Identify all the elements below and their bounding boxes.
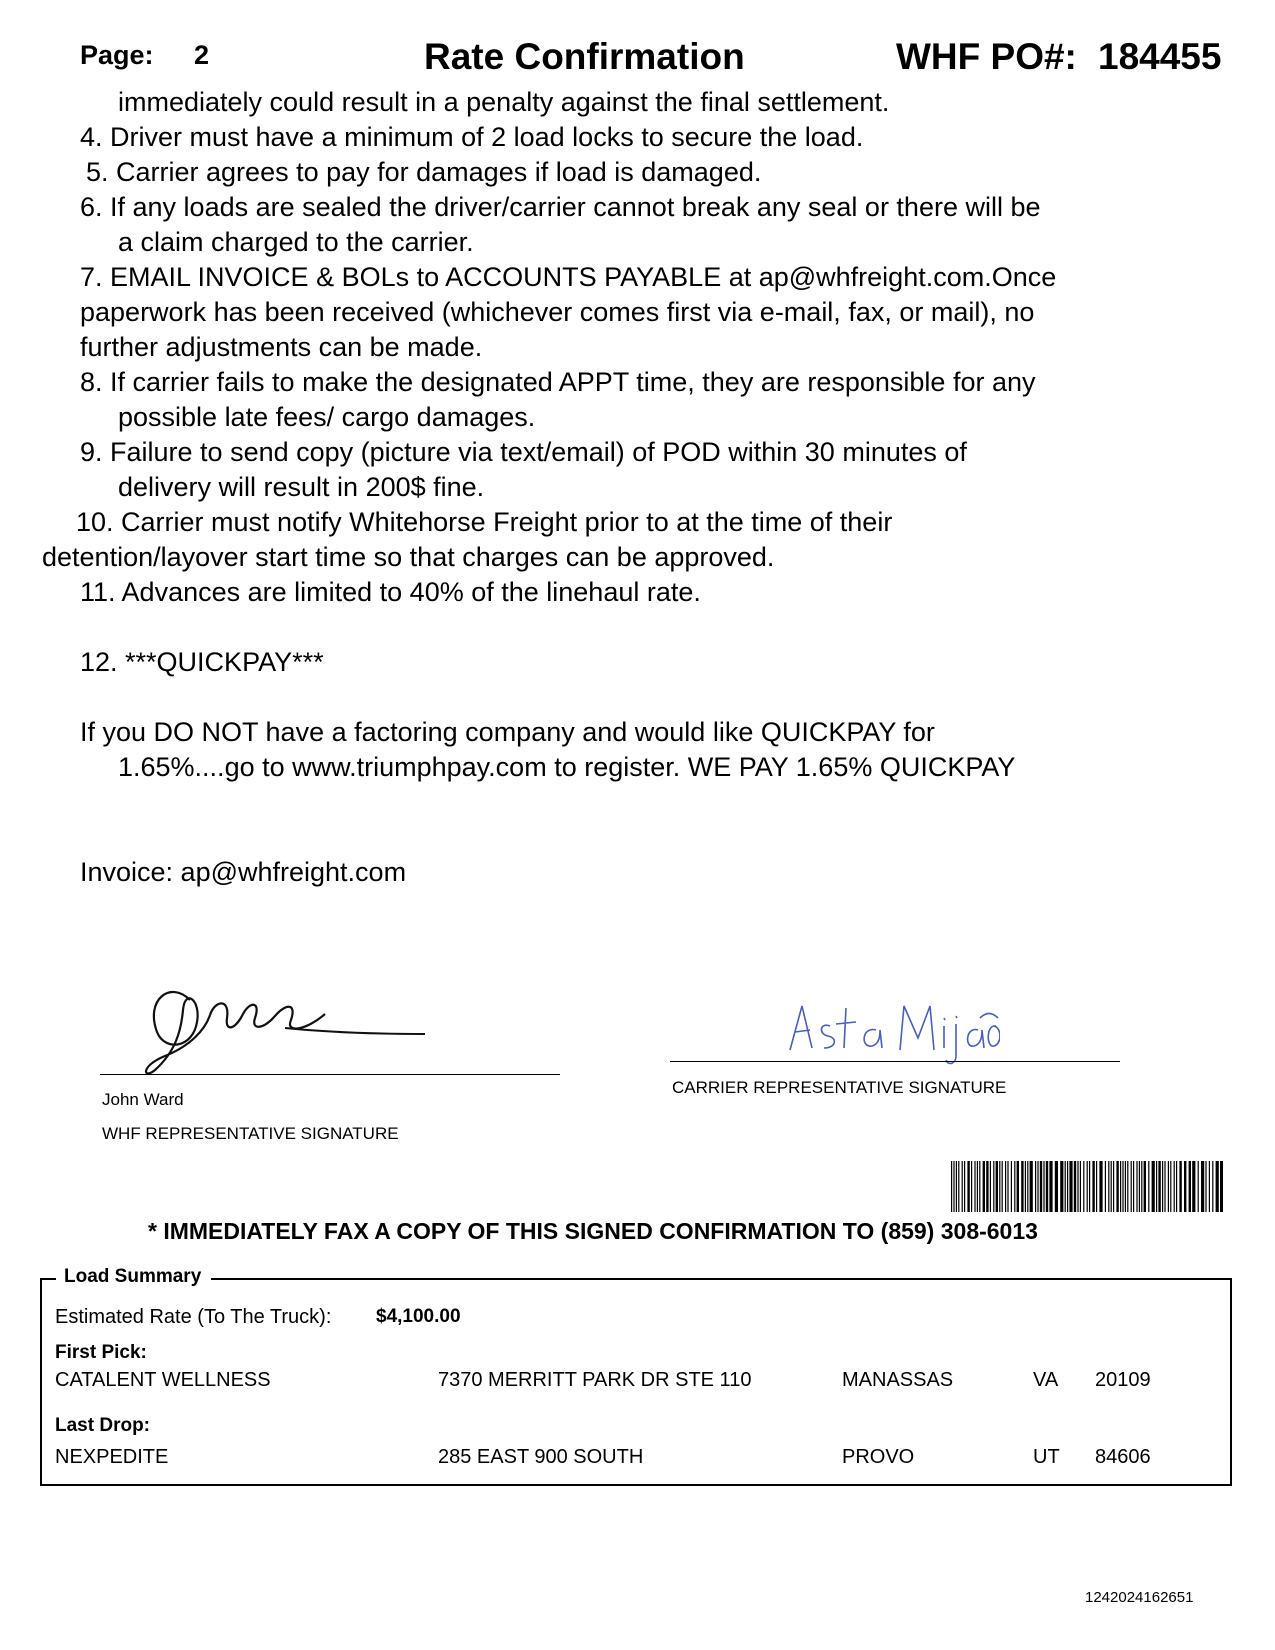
term-line: possible late fees/ cargo damages. — [118, 402, 536, 432]
barcode-bar — [1060, 1161, 1063, 1212]
term-line: 6. If any loads are sealed the driver/carrier cannot break any seal or there will be — [80, 192, 1041, 222]
barcode-bar — [1205, 1161, 1206, 1212]
barcode-bar — [974, 1161, 975, 1212]
quickpay-heading: 12. ***QUICKPAY*** — [80, 647, 324, 677]
term-line: 10. Carrier must notify Whitehorse Freight prior to at the time of their — [76, 507, 893, 537]
fax-notice: * IMMEDIATELY FAX A COPY OF THIS SIGNED CONFIRMATION TO (859) 308-6013 — [148, 1218, 1038, 1244]
barcode-bar — [1055, 1161, 1058, 1212]
barcode-bar — [983, 1161, 985, 1212]
last-drop-address: 285 EAST 900 SOUTH — [438, 1446, 644, 1468]
barcode-bar — [996, 1161, 998, 1212]
barcode-bar — [990, 1161, 991, 1212]
barcode-bar — [1087, 1161, 1088, 1212]
page-label: Page: — [80, 40, 154, 70]
term-line: 11. Advances are limited to 40% of the linehaul rate. — [80, 577, 701, 607]
barcode-bar — [1040, 1161, 1042, 1212]
carrier-signature-line — [670, 1061, 1120, 1062]
barcode-bar — [1049, 1161, 1052, 1212]
barcode-bar — [1025, 1161, 1026, 1212]
whf-signature-label: WHF REPRESENTATIVE SIGNATURE — [102, 1124, 399, 1143]
barcode-bar — [1133, 1161, 1134, 1212]
first-pick-state: VA — [1033, 1369, 1059, 1391]
barcode-bar — [951, 1161, 952, 1212]
barcode-bar — [1105, 1161, 1106, 1212]
barcode-bar — [1168, 1161, 1169, 1212]
barcode-bar — [1122, 1161, 1123, 1212]
barcode-bar — [1007, 1161, 1008, 1212]
barcode-bar — [1030, 1161, 1033, 1212]
barcode-bar — [1096, 1161, 1097, 1212]
carrier-signature-image — [780, 990, 1000, 1070]
barcode-bar — [1074, 1161, 1076, 1212]
term-line: immediately could result in a penalty against the final settlement. — [118, 87, 890, 117]
barcode-bar — [967, 1161, 969, 1212]
term-line: paperwork has been received (whichever comes first via e-mail, fax, or mail), no — [80, 297, 1035, 327]
document-id: 1242024162651 — [1085, 1589, 1194, 1606]
barcode-bar — [1176, 1161, 1177, 1212]
term-line: 8. If carrier fails to make the designated APPT time, they are responsible for any — [80, 367, 1036, 397]
barcode-bar — [1069, 1161, 1072, 1212]
barcode-bar — [1144, 1161, 1146, 1212]
term-line: 4. Driver must have a minimum of 2 load locks to secure the load. — [80, 122, 864, 152]
barcode-bar — [1198, 1161, 1199, 1212]
barcode-bar — [1164, 1161, 1165, 1212]
estimated-rate-value: $4,100.00 — [376, 1306, 461, 1327]
first-pick-name: CATALENT WELLNESS — [55, 1369, 271, 1391]
po-number: 184455 — [1098, 36, 1222, 77]
barcode-bar — [1141, 1161, 1142, 1212]
barcode-bar — [1113, 1161, 1114, 1212]
term-line: a claim charged to the carrier. — [118, 227, 474, 257]
last-drop-name: NEXPEDITE — [55, 1446, 169, 1468]
barcode-bar — [1192, 1161, 1195, 1212]
barcode-bar — [1067, 1161, 1068, 1212]
barcode-bar — [1037, 1161, 1038, 1212]
barcode-bar — [1108, 1161, 1109, 1212]
barcode-bar — [1043, 1161, 1044, 1212]
barcode-bar — [977, 1161, 978, 1212]
barcode-bar — [1158, 1161, 1160, 1212]
first-pick-address: 7370 MERRITT PARK DR STE 110 — [438, 1369, 752, 1391]
barcode-bar — [1005, 1161, 1006, 1212]
barcode-bar — [956, 1161, 957, 1212]
term-line: further adjustments can be made. — [80, 332, 483, 362]
barcode-bar — [1139, 1161, 1140, 1212]
barcode-bar — [1111, 1161, 1112, 1212]
first-pick-label: First Pick: — [55, 1342, 147, 1363]
barcode-bar — [1017, 1161, 1019, 1212]
po-label: WHF PO#: — [896, 36, 1077, 77]
barcode-bar — [1035, 1161, 1036, 1212]
barcode-bar — [1089, 1161, 1090, 1212]
barcode-bar — [958, 1161, 959, 1212]
barcode-bar — [986, 1161, 988, 1212]
barcode-bar — [1021, 1161, 1023, 1212]
barcode-bar — [1083, 1161, 1084, 1212]
barcode-bar — [1201, 1161, 1204, 1212]
term-line: detention/layover start time so that charges can be approved. — [42, 542, 775, 572]
barcode-bar — [1002, 1161, 1003, 1212]
barcode-bar — [1170, 1161, 1171, 1212]
barcode-bar — [1092, 1161, 1094, 1212]
barcode-bar — [1116, 1161, 1118, 1212]
barcode-bar — [1162, 1161, 1163, 1212]
barcode-bar — [1027, 1161, 1028, 1212]
invoice-email: Invoice: ap@whfreight.com — [80, 857, 407, 887]
barcode-bar — [1156, 1161, 1157, 1212]
barcode-bar — [962, 1161, 963, 1212]
barcode-bar — [1120, 1161, 1121, 1212]
page-title: Rate Confirmation — [424, 36, 745, 77]
barcode-bar — [1152, 1161, 1155, 1212]
quickpay-text: 1.65%....go to www.triumphpay.com to register. WE PAY 1.65% QUICKPAY — [118, 752, 1016, 782]
barcode-bar — [971, 1161, 972, 1212]
load-summary-legend: Load Summary — [56, 1266, 211, 1288]
whf-signature-line — [100, 1074, 560, 1075]
barcode-bar — [1099, 1161, 1102, 1212]
barcode-bar — [1212, 1161, 1213, 1212]
last-drop-label: Last Drop: — [55, 1415, 150, 1436]
barcode-bar — [1179, 1161, 1181, 1212]
whf-signature-image — [135, 970, 435, 1080]
barcode-bar — [1220, 1161, 1223, 1212]
whf-representative-name: John Ward — [102, 1090, 184, 1109]
barcode-bar — [1065, 1161, 1066, 1212]
barcode-bar — [1209, 1161, 1210, 1212]
term-line: 9. Failure to send copy (picture via text/email) of POD within 30 minutes of — [80, 437, 967, 467]
barcode-bar — [964, 1161, 965, 1212]
barcode-bar — [1131, 1161, 1132, 1212]
term-line: 7. EMAIL INVOICE & BOLs to ACCOUNTS PAYABLE at ap@whfreight.com.Once — [80, 262, 1057, 292]
first-pick-city: MANASSAS — [842, 1369, 954, 1391]
carrier-signature-label: CARRIER REPRESENTATIVE SIGNATURE — [672, 1078, 1007, 1097]
barcode-bar — [1148, 1161, 1149, 1212]
barcode-bar — [1046, 1161, 1048, 1212]
barcode-bar — [1011, 1161, 1012, 1212]
barcode-bar — [1136, 1161, 1137, 1212]
last-drop-city: PROVO — [842, 1446, 915, 1468]
page-number: 2 — [194, 40, 210, 70]
barcode-image — [951, 1161, 1223, 1212]
barcode-bar — [1184, 1161, 1186, 1212]
term-line: delivery will result in 200$ fine. — [118, 472, 485, 502]
last-drop-state: UT — [1033, 1446, 1060, 1468]
barcode-bar — [1125, 1161, 1126, 1212]
barcode-bar — [1077, 1161, 1078, 1212]
barcode-bar — [1189, 1161, 1191, 1212]
last-drop-zip: 84606 — [1095, 1446, 1151, 1468]
first-pick-zip: 20109 — [1095, 1369, 1151, 1391]
estimated-rate-label: Estimated Rate (To The Truck): — [55, 1306, 332, 1328]
barcode-bar — [979, 1161, 980, 1212]
barcode-bar — [1216, 1161, 1219, 1212]
barcode-bar — [1127, 1161, 1128, 1212]
barcode-bar — [1174, 1161, 1175, 1212]
barcode-bar — [999, 1161, 1000, 1212]
barcode-bar — [953, 1161, 954, 1212]
barcode-bar — [1080, 1161, 1081, 1212]
barcode-bar — [1014, 1161, 1015, 1212]
quickpay-text: If you DO NOT have a factoring company and would like QUICKPAY for — [80, 717, 935, 747]
barcode-bar — [993, 1161, 994, 1212]
term-line: 5. Carrier agrees to pay for damages if load is damaged. — [86, 157, 762, 187]
